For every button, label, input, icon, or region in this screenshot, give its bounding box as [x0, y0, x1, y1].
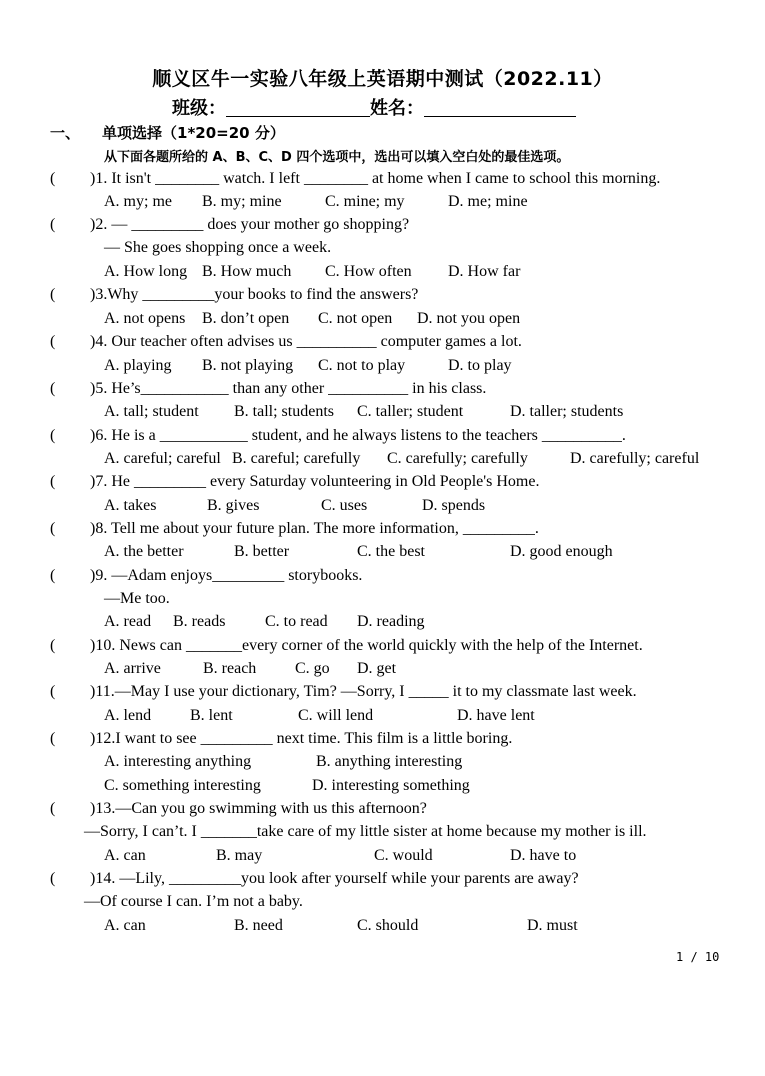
question-reply: —Me too. — [104, 590, 170, 607]
option-c: C. should — [357, 917, 419, 934]
question-reply: —Of course I can. I’m not a baby. — [84, 893, 303, 910]
class-blank[interactable] — [226, 98, 370, 117]
section-heading — [50, 122, 285, 143]
option-c: C. mine; my — [325, 193, 405, 210]
question-text: )7. He _________ every Saturday volunteering in Old People's Home. — [90, 473, 540, 490]
question-text: )1. It isn't ________ watch. I left ________ at home when I came to school this morning. — [90, 170, 661, 187]
question-text: )12.I want to see _________ next time. This film is a little boring. — [90, 730, 513, 747]
option-a: A. How long — [104, 263, 188, 280]
option-a: A. interesting anything — [104, 753, 252, 770]
option-d: D. How far — [448, 263, 521, 280]
answer-paren[interactable]: ( — [50, 683, 56, 700]
option-d: D. spends — [422, 497, 486, 514]
question-2 — [50, 215, 409, 235]
question-text: )5. He’s___________ than any other __________ in his class. — [90, 380, 487, 397]
question-text: )2. — _________ does your mother go shopping? — [90, 216, 410, 233]
option-d: D. to play — [448, 357, 512, 374]
option-a: A. takes — [104, 497, 157, 514]
option-d: D. carefully; careful — [570, 450, 700, 467]
question-13 — [50, 799, 427, 819]
option-a: A. my; me — [104, 193, 172, 210]
page-number: 1 / 10 — [676, 950, 720, 964]
option-d: D. interesting something — [312, 777, 470, 794]
section-title: 单项选择（1*20=20 分） — [102, 124, 285, 142]
name-label: 姓名： — [370, 98, 424, 119]
option-b: B. not playing — [202, 357, 294, 374]
option-b: B. don’t open — [202, 310, 290, 327]
option-a: A. the better — [104, 543, 184, 560]
answer-paren[interactable]: ( — [50, 870, 56, 887]
option-d: D. get — [357, 660, 397, 677]
question-9 — [50, 566, 362, 586]
question-text: )4. Our teacher often advises us __________ computer games a lot. — [90, 333, 522, 350]
option-c: C. not open — [318, 310, 393, 327]
option-b: B. reads — [173, 613, 226, 630]
option-c: C. carefully; carefully — [387, 450, 528, 467]
option-d: D. me; mine — [448, 193, 528, 210]
option-a: A. arrive — [104, 660, 161, 677]
option-b: B. my; mine — [202, 193, 282, 210]
option-c: C. not to play — [318, 357, 406, 374]
question-text: )14. —Lily, _________you look after yourself while your parents are away? — [90, 870, 579, 887]
question-10 — [50, 636, 643, 656]
answer-paren[interactable]: ( — [50, 567, 56, 584]
option-b: B. need — [234, 917, 283, 934]
option-c: C. something interesting — [104, 777, 261, 794]
option-c: C. to read — [265, 613, 328, 630]
question-11 — [50, 682, 637, 702]
question-5 — [50, 379, 486, 399]
option-a: A. read — [104, 613, 152, 630]
answer-paren[interactable]: ( — [50, 170, 56, 187]
option-a: A. tall; student — [104, 403, 199, 420]
option-b: B. How much — [202, 263, 292, 280]
question-7 — [50, 472, 539, 492]
option-b: B. anything interesting — [316, 753, 463, 770]
option-d: D. not you open — [417, 310, 521, 327]
answer-paren[interactable]: ( — [50, 286, 56, 303]
question-reply: — She goes shopping once a week. — [104, 239, 332, 256]
question-6 — [50, 426, 626, 446]
option-c: C. uses — [321, 497, 368, 514]
option-c: C. How often — [325, 263, 412, 280]
option-c: C. taller; student — [357, 403, 464, 420]
option-a: A. can — [104, 847, 146, 864]
question-text: )8. Tell me about your future plan. The more information, _________. — [90, 520, 539, 537]
answer-paren[interactable]: ( — [50, 800, 56, 817]
option-c: C. the best — [357, 543, 425, 560]
question-reply: —Sorry, I can’t. I _______take care of my little sister at home because my mother is ill. — [84, 823, 647, 840]
option-a: A. careful; careful — [104, 450, 221, 467]
question-text: )6. He is a ___________ student, and he always listens to the teachers __________. — [90, 427, 626, 444]
answer-paren[interactable]: ( — [50, 473, 56, 490]
question-text: )9. —Adam enjoys_________ storybooks. — [90, 567, 363, 584]
option-a: A. can — [104, 917, 146, 934]
student-info-line — [172, 94, 576, 120]
option-d: D. have to — [510, 847, 577, 864]
class-label: 班级： — [172, 98, 226, 119]
question-8 — [50, 519, 539, 539]
option-a: A. not opens — [104, 310, 186, 327]
question-text: )13.—Can you go swimming with us this afternoon? — [90, 800, 427, 817]
option-b: B. better — [234, 543, 290, 560]
option-b: B. careful; carefully — [232, 450, 361, 467]
answer-paren[interactable]: ( — [50, 730, 56, 747]
option-c: C. go — [295, 660, 330, 677]
answer-paren[interactable]: ( — [50, 637, 56, 654]
answer-paren[interactable]: ( — [50, 380, 56, 397]
option-b: B. gives — [207, 497, 260, 514]
option-d: D. must — [527, 917, 578, 934]
option-d: D. reading — [357, 613, 425, 630]
answer-paren[interactable]: ( — [50, 520, 56, 537]
answer-paren[interactable]: ( — [50, 333, 56, 350]
option-d: D. have lent — [457, 707, 535, 724]
question-1 — [50, 169, 660, 189]
question-12 — [50, 729, 512, 749]
name-blank[interactable] — [424, 98, 576, 117]
answer-paren[interactable]: ( — [50, 216, 56, 233]
question-text: )3.Why _________your books to find the answers? — [90, 286, 419, 303]
option-b: B. lent — [190, 707, 233, 724]
option-a: A. lend — [104, 707, 152, 724]
question-4 — [50, 332, 522, 352]
answer-paren[interactable]: ( — [50, 427, 56, 444]
section-instruction: 从下面各题所给的 A、B、C、D 四个选项中，选出可以填入空白处的最佳选项。 — [104, 150, 570, 165]
page-title: 顺义区牛一实验八年级上英语期中测试（2022.11） — [152, 68, 613, 90]
option-d: D. good enough — [510, 543, 613, 560]
question-14 — [50, 869, 579, 889]
option-a: A. playing — [104, 357, 172, 374]
option-b: B. tall; students — [234, 403, 334, 420]
question-text: )11.—May I use your dictionary, Tim? —Sorry, I _____ it to my classmate last week. — [90, 683, 637, 700]
question-3 — [50, 285, 418, 305]
option-c: C. will lend — [298, 707, 374, 724]
section-number: 一、 — [50, 124, 81, 142]
question-text: )10. News can _______every corner of the world quickly with the help of the Internet. — [90, 637, 643, 654]
option-d: D. taller; students — [510, 403, 624, 420]
option-c: C. would — [374, 847, 433, 864]
option-b: B. may — [216, 847, 263, 864]
option-b: B. reach — [203, 660, 257, 677]
